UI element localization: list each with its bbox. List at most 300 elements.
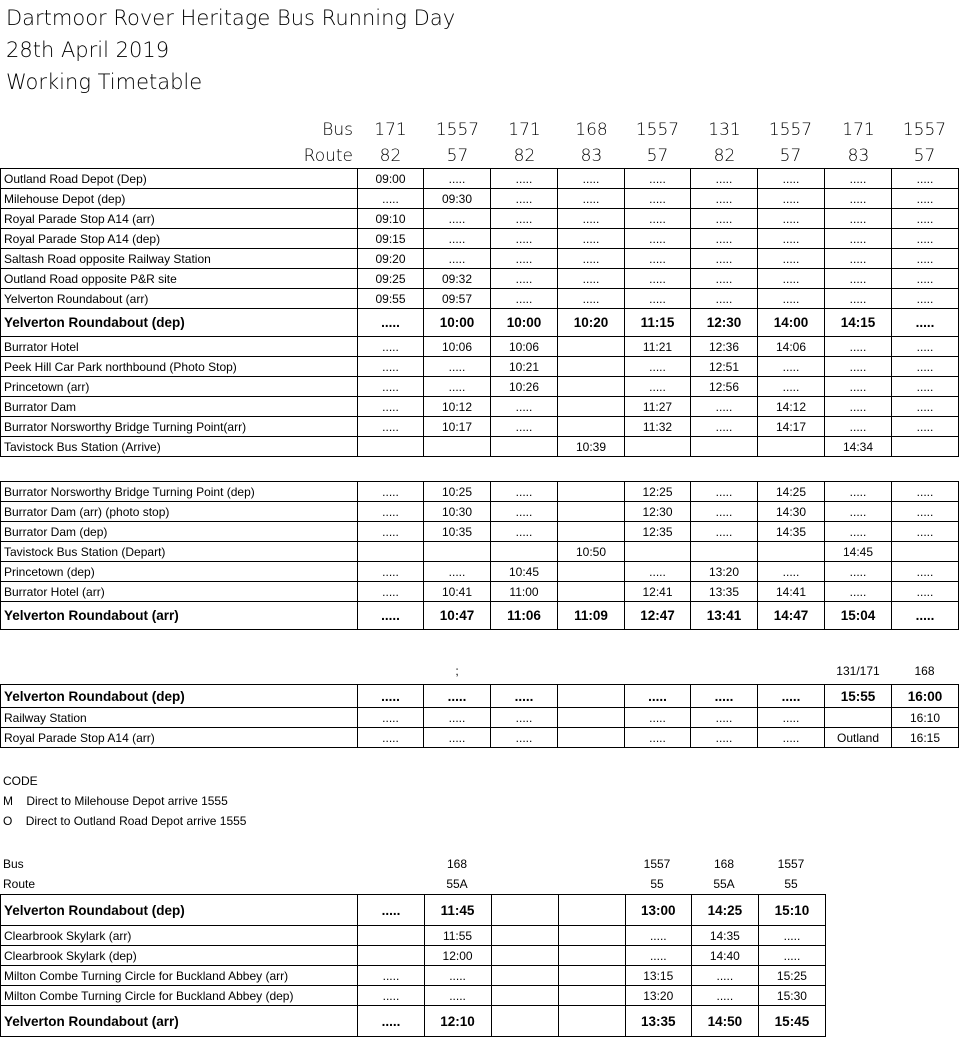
time-cell: ..... (892, 357, 959, 377)
time-cell (558, 522, 625, 542)
bus-number: 168 (575, 120, 608, 140)
time-cell (758, 437, 825, 457)
stop-name: Tavistock Bus Station (Depart) (1, 542, 358, 562)
time-cell: ..... (491, 522, 558, 542)
time-cell (424, 542, 491, 562)
table-row (1, 337, 959, 357)
stop-name: Yelverton Roundabout (arr) (1, 289, 358, 309)
stop-name: Milton Combe Turning Circle for Buckland Abbey (arr) (1, 966, 358, 986)
route-label: Route (303, 146, 353, 166)
time-cell: ..... (358, 522, 424, 542)
time-cell: ..... (424, 708, 491, 728)
time-cell: 09:10 (358, 209, 424, 229)
table-row (1, 926, 826, 946)
semicolon-mark: ; (455, 664, 459, 678)
time-cell: 11:09 (558, 602, 625, 630)
time-cell: 11:45 (424, 895, 491, 926)
stop-name: Clearbrook Skylark (arr) (1, 926, 358, 946)
time-cell: ..... (825, 377, 892, 397)
time-cell: ..... (424, 377, 491, 397)
time-cell: ..... (558, 189, 625, 209)
time-cell (558, 728, 625, 748)
stop-name: Princetown (arr) (1, 377, 358, 397)
time-cell: ..... (825, 169, 892, 189)
time-cell (358, 542, 424, 562)
time-cell: ..... (758, 926, 825, 946)
time-cell: 12:30 (625, 502, 691, 522)
bus-number: 171 (508, 120, 541, 140)
time-cell: ..... (424, 249, 491, 269)
time-cell: ..... (424, 209, 491, 229)
time-cell: ..... (491, 397, 558, 417)
page-title: Dartmoor Rover Heritage Bus Running Day (6, 6, 456, 30)
return-bus-col9: 168 (914, 664, 935, 678)
time-cell: ..... (491, 502, 558, 522)
time-cell: ..... (558, 229, 625, 249)
time-cell (558, 482, 625, 502)
code-o-key: O (3, 814, 13, 828)
time-cell: 10:06 (424, 337, 491, 357)
time-cell: 10:17 (424, 417, 491, 437)
time-cell: 10:12 (424, 397, 491, 417)
time-cell: ..... (625, 926, 691, 946)
time-cell: ..... (892, 189, 959, 209)
time-cell: 14:06 (758, 337, 825, 357)
time-cell: 10:47 (424, 602, 491, 630)
table-row (1, 377, 959, 397)
time-cell: ..... (625, 946, 691, 966)
time-cell: ..... (691, 522, 758, 542)
time-cell: ..... (758, 289, 825, 309)
time-cell: 10:25 (424, 482, 491, 502)
time-cell: ..... (758, 269, 825, 289)
stop-name: Burrator Dam (arr) (photo stop) (1, 502, 358, 522)
page-subtitle: Working Timetable (6, 70, 203, 94)
time-cell: ..... (892, 562, 959, 582)
cb-col7-bus: 1557 (777, 857, 805, 871)
stop-name: Tavistock Bus Station (Arrive) (1, 437, 358, 457)
time-cell: ..... (691, 229, 758, 249)
time-cell (424, 437, 491, 457)
time-cell: ..... (758, 377, 825, 397)
stop-name: Royal Parade Stop A14 (arr) (1, 728, 358, 748)
time-cell: 12:00 (424, 946, 491, 966)
time-cell: 10:30 (424, 502, 491, 522)
time-cell: 14:41 (758, 582, 825, 602)
table-row (1, 562, 959, 582)
stop-name: Burrator Norsworthy Bridge Turning Point (dep) (1, 482, 358, 502)
time-cell: 12:41 (625, 582, 691, 602)
code-title: CODE (3, 774, 38, 788)
time-cell: 14:35 (691, 926, 758, 946)
time-cell (691, 542, 758, 562)
time-cell: 14:34 (825, 437, 892, 457)
time-cell: 10:45 (491, 562, 558, 582)
time-cell: 09:32 (424, 269, 491, 289)
route-number: 83 (580, 146, 603, 166)
table-row (1, 417, 959, 437)
time-cell (491, 895, 558, 926)
time-cell: ..... (424, 728, 491, 748)
time-cell: ..... (758, 249, 825, 269)
time-cell (558, 946, 625, 966)
return-header (0, 664, 959, 682)
table-row (1, 397, 959, 417)
bus-number: 1557 (635, 120, 680, 140)
table-row (1, 229, 959, 249)
time-cell: ..... (625, 562, 691, 582)
table-row (1, 1006, 826, 1037)
time-cell: ..... (358, 337, 424, 357)
stop-name: Yelverton Roundabout (arr) (1, 602, 358, 630)
bus-number: 1557 (768, 120, 813, 140)
time-cell (491, 437, 558, 457)
time-cell (892, 437, 959, 457)
table-row (1, 269, 959, 289)
time-cell: ..... (892, 417, 959, 437)
time-cell: ..... (892, 249, 959, 269)
time-cell: ..... (825, 189, 892, 209)
time-cell: ..... (625, 377, 691, 397)
time-cell: 11:00 (491, 582, 558, 602)
time-cell: ..... (892, 522, 959, 542)
route-number: 57 (646, 146, 669, 166)
time-cell: ..... (691, 189, 758, 209)
time-cell: 11:21 (625, 337, 691, 357)
time-cell: 13:35 (625, 1006, 691, 1037)
table-row (1, 728, 959, 748)
time-cell: ..... (491, 189, 558, 209)
time-cell: ..... (625, 169, 691, 189)
time-cell: 10:41 (424, 582, 491, 602)
time-cell: 12:30 (691, 309, 758, 337)
time-cell: ..... (825, 229, 892, 249)
time-cell: ..... (358, 357, 424, 377)
table-row (1, 249, 959, 269)
time-cell: ..... (825, 522, 892, 542)
time-cell: ..... (892, 337, 959, 357)
time-cell: ..... (892, 229, 959, 249)
stop-name: Burrator Norsworthy Bridge Turning Point(arr) (1, 417, 358, 437)
time-cell: ..... (825, 289, 892, 309)
time-cell: 14:45 (825, 542, 892, 562)
time-cell: ..... (892, 582, 959, 602)
time-cell: ..... (491, 269, 558, 289)
table-row (1, 309, 959, 337)
time-cell: 12:51 (691, 357, 758, 377)
stop-name: Railway Station (1, 708, 358, 728)
time-cell: ..... (358, 986, 424, 1006)
table-row (1, 542, 959, 562)
time-cell: ..... (558, 169, 625, 189)
time-cell: ..... (825, 269, 892, 289)
time-cell: ..... (892, 169, 959, 189)
time-cell: ..... (892, 289, 959, 309)
time-cell: 14:17 (758, 417, 825, 437)
time-cell: ..... (625, 708, 691, 728)
time-cell: 10:35 (424, 522, 491, 542)
time-cell: ..... (625, 209, 691, 229)
time-cell: 14:15 (825, 309, 892, 337)
time-cell: ..... (358, 708, 424, 728)
time-cell: ..... (892, 602, 959, 630)
time-cell: ..... (758, 685, 825, 708)
time-cell: ..... (892, 377, 959, 397)
time-cell: 12:25 (625, 482, 691, 502)
code-o-text: Direct to Outland Road Depot arrive 1555 (25, 814, 247, 828)
time-cell: 11:27 (625, 397, 691, 417)
time-cell: 14:25 (691, 895, 758, 926)
table-row (1, 357, 959, 377)
time-cell: ..... (358, 562, 424, 582)
cb-col6-route: 55A (713, 877, 735, 891)
stop-name: Milton Combe Turning Circle for Buckland Abbey (dep) (1, 986, 358, 1006)
time-cell: 16:10 (892, 708, 959, 728)
time-cell (558, 685, 625, 708)
table-row (1, 289, 959, 309)
time-cell: ..... (691, 502, 758, 522)
time-cell: ..... (625, 229, 691, 249)
stop-name: Clearbrook Skylark (dep) (1, 946, 358, 966)
time-cell: ..... (358, 728, 424, 748)
time-cell: ..... (424, 169, 491, 189)
time-cell: ..... (424, 229, 491, 249)
time-cell (558, 397, 625, 417)
code-m-text: Direct to Milehouse Depot arrive 1555 (26, 794, 228, 808)
table-row (1, 169, 959, 189)
bus-label: Bus (322, 120, 353, 140)
spacer-cell (1, 457, 959, 482)
time-cell: ..... (892, 397, 959, 417)
time-cell (558, 562, 625, 582)
time-cell: ..... (825, 562, 892, 582)
time-cell: ..... (892, 502, 959, 522)
time-cell: ..... (625, 269, 691, 289)
stop-name: Yelverton Roundabout (arr) (1, 1006, 358, 1037)
time-cell (625, 542, 691, 562)
time-cell: 13:15 (625, 966, 691, 986)
time-cell: 16:15 (892, 728, 959, 748)
time-cell (558, 1006, 625, 1037)
time-cell: 12:56 (691, 377, 758, 397)
time-cell: ..... (691, 209, 758, 229)
route-number: 57 (779, 146, 802, 166)
time-cell: 09:00 (358, 169, 424, 189)
route-number: 82 (713, 146, 736, 166)
time-cell: ..... (758, 229, 825, 249)
stop-name: Royal Parade Stop A14 (arr) (1, 209, 358, 229)
return-bus-col8: 131/171 (836, 664, 880, 678)
stop-name: Outland Road Depot (Dep) (1, 169, 358, 189)
time-cell: ..... (491, 249, 558, 269)
time-cell: 14:00 (758, 309, 825, 337)
time-cell: 10:06 (491, 337, 558, 357)
code-legend (3, 774, 403, 828)
time-cell (558, 377, 625, 397)
time-cell: 14:40 (691, 946, 758, 966)
time-cell: ..... (491, 417, 558, 437)
time-cell: 15:45 (758, 1006, 825, 1037)
stop-name: Burrator Dam (dep) (1, 522, 358, 542)
time-cell (558, 926, 625, 946)
main-header (0, 120, 959, 168)
cb-col5-bus: 1557 (643, 857, 671, 871)
time-cell: 09:15 (358, 229, 424, 249)
table-row (1, 582, 959, 602)
time-cell (491, 986, 558, 1006)
bus-number: 1557 (902, 120, 947, 140)
clearbrook-timetable (0, 894, 826, 1037)
clearbrook-route-label: Route (3, 877, 36, 891)
time-cell (491, 1006, 558, 1037)
time-cell: ..... (825, 337, 892, 357)
time-cell: ..... (358, 1006, 424, 1037)
time-cell: 13:41 (691, 602, 758, 630)
time-cell (825, 708, 892, 728)
time-cell: 15:04 (825, 602, 892, 630)
time-cell: 14:25 (758, 482, 825, 502)
route-number: 83 (847, 146, 870, 166)
time-cell: 15:10 (758, 895, 825, 926)
time-cell: Outland (825, 728, 892, 748)
time-cell: ..... (691, 417, 758, 437)
time-cell: ..... (892, 209, 959, 229)
time-cell: ..... (892, 269, 959, 289)
table-row (1, 482, 959, 502)
time-cell: 13:20 (691, 562, 758, 582)
table-row (1, 209, 959, 229)
time-cell: ..... (892, 482, 959, 502)
return-timetable (0, 684, 959, 748)
time-cell: 09:20 (358, 249, 424, 269)
stop-name: Burrator Dam (1, 397, 358, 417)
time-cell: ..... (825, 209, 892, 229)
stop-name: Yelverton Roundabout (dep) (1, 309, 358, 337)
time-cell: 09:55 (358, 289, 424, 309)
time-cell: 13:00 (625, 895, 691, 926)
time-cell: ..... (491, 482, 558, 502)
stop-name: Burrator Hotel (1, 337, 358, 357)
time-cell: ..... (491, 708, 558, 728)
time-cell: 14:30 (758, 502, 825, 522)
time-cell: ..... (424, 986, 491, 1006)
time-cell: 10:00 (424, 309, 491, 337)
time-cell: ..... (358, 685, 424, 708)
time-cell: ..... (758, 728, 825, 748)
time-cell (491, 966, 558, 986)
stop-name: Peek Hill Car Park northbound (Photo Stop) (1, 357, 358, 377)
time-cell: ..... (491, 229, 558, 249)
time-cell: ..... (691, 708, 758, 728)
time-cell (892, 542, 959, 562)
time-cell: ..... (825, 397, 892, 417)
time-cell: 12:35 (625, 522, 691, 542)
time-cell: ..... (758, 946, 825, 966)
table-row (1, 708, 959, 728)
time-cell: 11:32 (625, 417, 691, 437)
stop-name: Saltash Road opposite Railway Station (1, 249, 358, 269)
time-cell (558, 708, 625, 728)
cb-col2-bus: 168 (446, 857, 468, 871)
time-cell: ..... (558, 249, 625, 269)
time-cell: ..... (358, 966, 424, 986)
time-cell (491, 926, 558, 946)
cb-col2-route: 55A (446, 877, 468, 891)
bus-number: 171 (374, 120, 407, 140)
time-cell: ..... (691, 269, 758, 289)
time-cell: 10:39 (558, 437, 625, 457)
table-row (1, 502, 959, 522)
time-cell (491, 542, 558, 562)
route-number: 82 (513, 146, 536, 166)
time-cell: ..... (625, 728, 691, 748)
table-row (1, 946, 826, 966)
time-cell: ..... (758, 357, 825, 377)
time-cell: ..... (358, 482, 424, 502)
time-cell: ..... (758, 169, 825, 189)
stop-name: Royal Parade Stop A14 (dep) (1, 229, 358, 249)
time-cell: 15:25 (758, 966, 825, 986)
time-cell: ..... (825, 417, 892, 437)
time-cell: ..... (358, 602, 424, 630)
stop-name: Outland Road opposite P&R site (1, 269, 358, 289)
time-cell (358, 926, 424, 946)
table-row (1, 602, 959, 630)
time-cell: 11:06 (491, 602, 558, 630)
time-cell: ..... (691, 289, 758, 309)
time-cell: 14:47 (758, 602, 825, 630)
stop-name: Princetown (dep) (1, 562, 358, 582)
cb-col5-route: 55 (650, 877, 664, 891)
time-cell: ..... (491, 728, 558, 748)
time-cell: ..... (625, 289, 691, 309)
time-cell: ..... (825, 249, 892, 269)
time-cell: ..... (691, 169, 758, 189)
time-cell: ..... (758, 562, 825, 582)
time-cell: ..... (691, 249, 758, 269)
time-cell: 12:36 (691, 337, 758, 357)
time-cell: ..... (625, 357, 691, 377)
time-cell: 10:26 (491, 377, 558, 397)
time-cell: ..... (358, 377, 424, 397)
table-row (1, 986, 826, 1006)
table-row (1, 895, 826, 926)
table-row (1, 437, 959, 457)
time-cell: ..... (358, 582, 424, 602)
time-cell: ..... (825, 582, 892, 602)
time-cell: ..... (691, 685, 758, 708)
time-cell: ..... (491, 685, 558, 708)
table-row (1, 189, 959, 209)
time-cell: ..... (558, 209, 625, 229)
route-number: 57 (913, 146, 936, 166)
time-cell: ..... (825, 482, 892, 502)
clearbrook-header (0, 857, 959, 893)
time-cell: ..... (758, 189, 825, 209)
time-cell: 16:00 (892, 685, 959, 708)
cb-col6-bus: 168 (713, 857, 735, 871)
time-cell (558, 417, 625, 437)
time-cell: ..... (758, 708, 825, 728)
time-cell: ..... (358, 397, 424, 417)
time-cell: ..... (691, 482, 758, 502)
time-cell: 15:55 (825, 685, 892, 708)
time-cell: 12:47 (625, 602, 691, 630)
time-cell (558, 966, 625, 986)
stop-name: Yelverton Roundabout (dep) (1, 895, 358, 926)
time-cell: 10:50 (558, 542, 625, 562)
time-cell: ..... (892, 309, 959, 337)
